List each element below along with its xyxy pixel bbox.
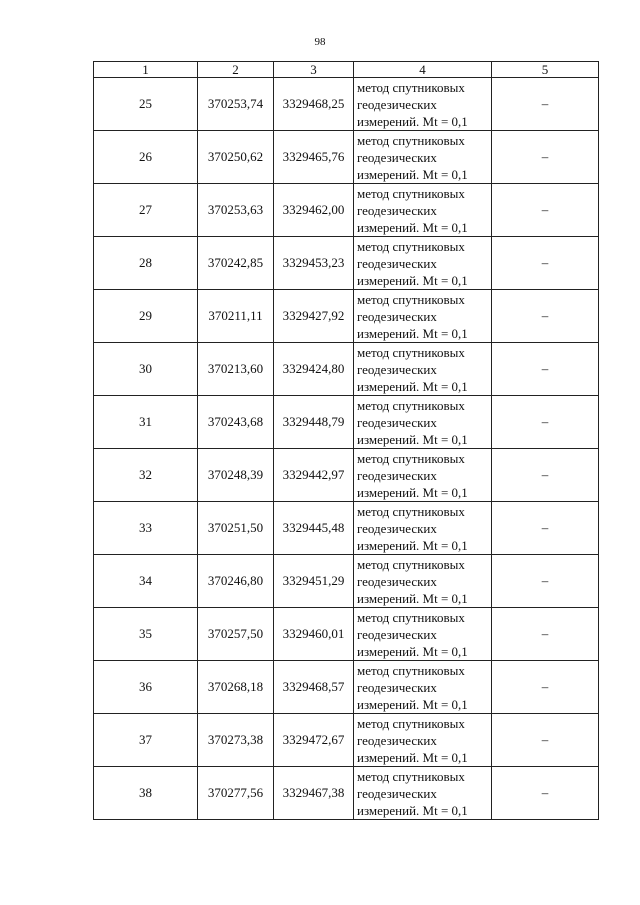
table-row xyxy=(94,555,599,608)
accuracy-value: – xyxy=(492,396,599,449)
accuracy-value: – xyxy=(492,131,599,184)
method-line-2: геодезических xyxy=(357,96,437,112)
method-line-2: геодезических xyxy=(357,414,437,430)
point-number: 33 xyxy=(94,502,198,555)
method-cell xyxy=(354,78,492,131)
accuracy-value: – xyxy=(492,714,599,767)
accuracy-value: – xyxy=(492,608,599,661)
accuracy-value: – xyxy=(492,184,599,237)
accuracy-value: – xyxy=(492,555,599,608)
method-line-1: метод спутниковых xyxy=(357,768,465,784)
method-line-2: геодезических xyxy=(357,520,437,536)
method-cell xyxy=(354,184,492,237)
method-cell xyxy=(354,767,492,820)
coordinate-y: 3329424,80 xyxy=(274,343,354,396)
accuracy-value: – xyxy=(492,449,599,502)
coordinate-x: 370213,60 xyxy=(198,343,274,396)
coordinate-x: 370250,62 xyxy=(198,131,274,184)
coordinate-x: 370243,68 xyxy=(198,396,274,449)
coordinate-x: 370251,50 xyxy=(198,502,274,555)
table-row xyxy=(94,131,599,184)
method-line-2: геодезических xyxy=(357,202,437,218)
method-cell xyxy=(354,555,492,608)
table-row xyxy=(94,661,599,714)
table-row xyxy=(94,714,599,767)
method-line-3: измерений. Mt = 0,1 xyxy=(357,378,468,394)
coordinate-x: 370253,74 xyxy=(198,78,274,131)
method-line-3: измерений. Mt = 0,1 xyxy=(357,325,468,341)
method-cell xyxy=(354,131,492,184)
method-cell xyxy=(354,396,492,449)
table-row xyxy=(94,608,599,661)
table-row xyxy=(94,449,599,502)
table-body xyxy=(94,78,599,820)
coordinate-x: 370246,80 xyxy=(198,555,274,608)
coordinate-y: 3329448,79 xyxy=(274,396,354,449)
method-line-1: метод спутниковых xyxy=(357,556,465,572)
method-line-2: геодезических xyxy=(357,785,437,801)
header-row xyxy=(94,62,599,78)
table-row xyxy=(94,396,599,449)
point-number: 35 xyxy=(94,608,198,661)
coordinate-y: 3329462,00 xyxy=(274,184,354,237)
coordinate-y: 3329451,29 xyxy=(274,555,354,608)
method-line-3: измерений. Mt = 0,1 xyxy=(357,802,468,818)
method-cell xyxy=(354,502,492,555)
method-line-1: метод спутниковых xyxy=(357,344,465,360)
table-row xyxy=(94,343,599,396)
method-line-3: измерений. Mt = 0,1 xyxy=(357,749,468,765)
accuracy-value: – xyxy=(492,502,599,555)
method-line-3: измерений. Mt = 0,1 xyxy=(357,431,468,447)
method-cell xyxy=(354,714,492,767)
coordinate-y: 3329427,92 xyxy=(274,290,354,343)
method-line-1: метод спутниковых xyxy=(357,79,465,95)
method-line-2: геодезических xyxy=(357,573,437,589)
point-number: 27 xyxy=(94,184,198,237)
accuracy-value: – xyxy=(492,767,599,820)
method-cell xyxy=(354,343,492,396)
point-number: 29 xyxy=(94,290,198,343)
coordinate-x: 370273,38 xyxy=(198,714,274,767)
table-row xyxy=(94,290,599,343)
method-line-3: измерений. Mt = 0,1 xyxy=(357,219,468,235)
method-cell xyxy=(354,237,492,290)
method-line-2: геодезических xyxy=(357,149,437,165)
coordinate-x: 370253,63 xyxy=(198,184,274,237)
method-line-3: измерений. Mt = 0,1 xyxy=(357,537,468,553)
method-line-3: измерений. Mt = 0,1 xyxy=(357,643,468,659)
method-line-1: метод спутниковых xyxy=(357,397,465,413)
header-col-2: 2 xyxy=(198,62,274,78)
point-number: 36 xyxy=(94,661,198,714)
accuracy-value: – xyxy=(492,343,599,396)
method-line-1: метод спутниковых xyxy=(357,450,465,466)
point-number: 34 xyxy=(94,555,198,608)
method-line-3: измерений. Mt = 0,1 xyxy=(357,272,468,288)
method-line-2: геодезических xyxy=(357,626,437,642)
table-row xyxy=(94,237,599,290)
method-line-1: метод спутниковых xyxy=(357,185,465,201)
method-line-1: метод спутниковых xyxy=(357,503,465,519)
coordinate-x: 370242,85 xyxy=(198,237,274,290)
method-line-3: измерений. Mt = 0,1 xyxy=(357,484,468,500)
header-col-1: 1 xyxy=(94,62,198,78)
header-col-3: 3 xyxy=(274,62,354,78)
table-row xyxy=(94,502,599,555)
page-number: 98 xyxy=(314,36,326,48)
coordinate-y: 3329445,48 xyxy=(274,502,354,555)
method-line-2: геодезических xyxy=(357,679,437,695)
method-line-1: метод спутниковых xyxy=(357,609,465,625)
accuracy-value: – xyxy=(492,78,599,131)
method-line-2: геодезических xyxy=(357,361,437,377)
point-number: 37 xyxy=(94,714,198,767)
method-line-3: измерений. Mt = 0,1 xyxy=(357,113,468,129)
method-line-3: измерений. Mt = 0,1 xyxy=(357,590,468,606)
method-line-1: метод спутниковых xyxy=(357,715,465,731)
method-line-1: метод спутниковых xyxy=(357,238,465,254)
coordinate-y: 3329468,25 xyxy=(274,78,354,131)
table-row xyxy=(94,78,599,131)
table-row xyxy=(94,767,599,820)
coordinate-y: 3329465,76 xyxy=(274,131,354,184)
coordinates-table xyxy=(93,61,599,820)
accuracy-value: – xyxy=(492,661,599,714)
point-number: 32 xyxy=(94,449,198,502)
accuracy-value: – xyxy=(492,290,599,343)
method-cell xyxy=(354,290,492,343)
method-line-2: геодезических xyxy=(357,308,437,324)
method-line-2: геодезических xyxy=(357,255,437,271)
coordinate-x: 370277,56 xyxy=(198,767,274,820)
point-number: 38 xyxy=(94,767,198,820)
method-line-3: измерений. Mt = 0,1 xyxy=(357,166,468,182)
table-header xyxy=(94,62,599,78)
method-line-2: геодезических xyxy=(357,732,437,748)
coordinate-y: 3329472,67 xyxy=(274,714,354,767)
point-number: 30 xyxy=(94,343,198,396)
method-line-1: метод спутниковых xyxy=(357,291,465,307)
point-number: 26 xyxy=(94,131,198,184)
point-number: 28 xyxy=(94,237,198,290)
method-cell xyxy=(354,661,492,714)
accuracy-value: – xyxy=(492,237,599,290)
coordinate-y: 3329460,01 xyxy=(274,608,354,661)
point-number: 31 xyxy=(94,396,198,449)
coordinate-x: 370257,50 xyxy=(198,608,274,661)
coordinate-x: 370248,39 xyxy=(198,449,274,502)
method-line-1: метод спутниковых xyxy=(357,662,465,678)
coordinate-x: 370268,18 xyxy=(198,661,274,714)
method-line-1: метод спутниковых xyxy=(357,132,465,148)
point-number: 25 xyxy=(94,78,198,131)
table-row xyxy=(94,184,599,237)
coordinate-x: 370211,11 xyxy=(198,290,274,343)
method-line-2: геодезических xyxy=(357,467,437,483)
coordinate-y: 3329453,23 xyxy=(274,237,354,290)
header-col-5: 5 xyxy=(492,62,599,78)
coordinate-y: 3329468,57 xyxy=(274,661,354,714)
coordinate-y: 3329467,38 xyxy=(274,767,354,820)
method-cell xyxy=(354,608,492,661)
method-line-3: измерений. Mt = 0,1 xyxy=(357,696,468,712)
coordinate-y: 3329442,97 xyxy=(274,449,354,502)
header-col-4: 4 xyxy=(354,62,492,78)
method-cell xyxy=(354,449,492,502)
